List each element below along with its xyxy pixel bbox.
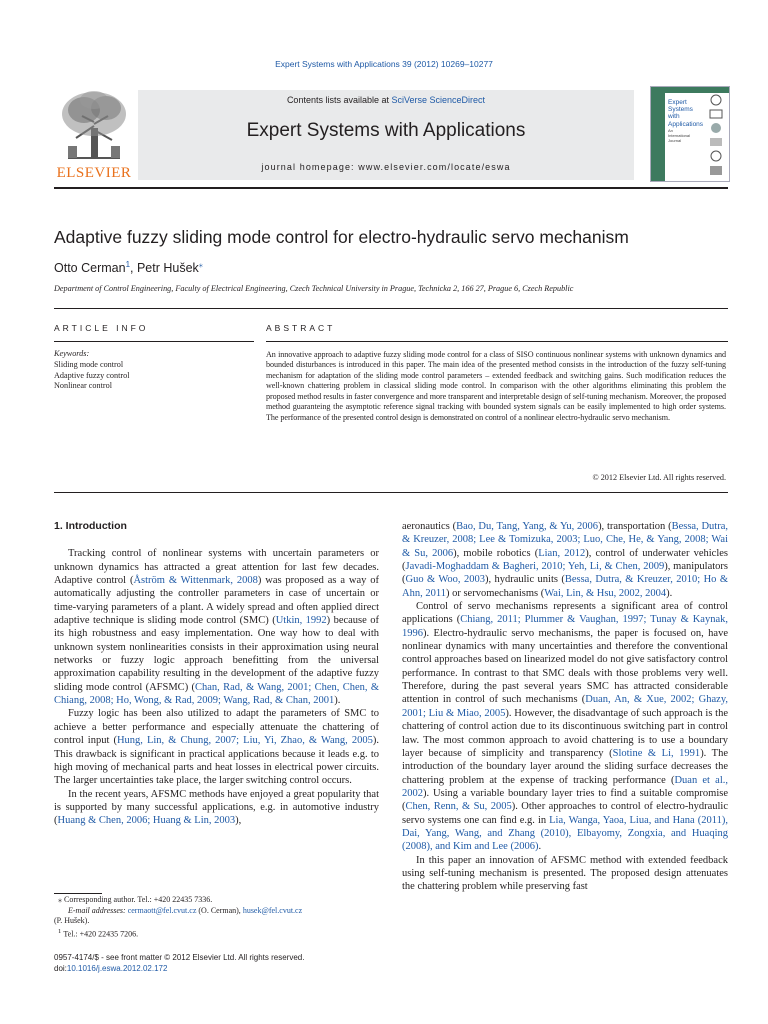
journal-banner <box>138 90 634 180</box>
text-run: ). Other approaches to control of electro-hydraulic servo systems one can find e.g. in <box>402 801 728 826</box>
cover-title <box>668 99 703 143</box>
copyright: © 2012 Elsevier Ltd. All rights reserved. <box>592 473 726 482</box>
paragraph <box>402 520 728 600</box>
footnote-emails-cont <box>54 916 379 927</box>
journal-homepage[interactable]: journal homepage: www.elsevier.com/locate/eswa <box>261 162 511 172</box>
cover-title-line: Systems <box>668 106 693 114</box>
keyword: Sliding mode control <box>54 360 124 369</box>
header-rule <box>54 187 728 189</box>
sciencedirect-link[interactable]: SciVerse ScienceDirect <box>391 95 486 105</box>
text-run: ) or servomechanisms ( <box>445 587 545 599</box>
text-run: ), transportation ( <box>598 521 672 532</box>
footnote-emails <box>54 906 379 917</box>
cover-title-line: Expert <box>668 99 687 106</box>
journal-reference[interactable]: Expert Systems with Applications 39 (2012) 10269–10277 <box>275 59 493 69</box>
abstract-bottom-rule <box>54 492 728 493</box>
email-owner: (P. Hušek). <box>54 916 90 925</box>
section-heading: 1. Introduction <box>54 520 127 532</box>
citation-link[interactable]: Chan, Rad, & Wang, 2001; Chen, Chen, & Chiang, 2008; Ho, Wong, & Rad, 2009; Wang, Rad, & Chan, 2001 <box>54 681 379 707</box>
citation-link[interactable]: Huang & Chen, 2006; Huang & Lin, 2003 <box>57 815 236 827</box>
doi-line <box>54 964 454 975</box>
citation-link[interactable]: Lia, Wanga, Yaoa, Liua, and Hana (2011), Dai, Yang, Wang, and Zhang (2010), Elbayomy, Zongxia, and Huaqing (2008), and Kim and Lee (2006) <box>402 814 728 853</box>
citation-link[interactable]: Utkin, 1992 <box>275 615 327 627</box>
text-run: In this paper an innovation of AFSMC method with extended feedback using self-tuning mechanism is presented. The proposed design attenuates the chattering problem while preserving fast <box>402 854 728 893</box>
text-run: ), mobile robotics ( <box>453 547 539 559</box>
text-run: aeronautics ( <box>402 521 457 532</box>
keyword: Adaptive fuzzy control <box>54 370 130 380</box>
journal-cover-thumbnail <box>650 86 730 182</box>
paragraph <box>54 547 379 707</box>
contents-prefix: Contents lists available at <box>286 95 392 105</box>
text-run: In the recent years, AFSMC methods have enjoyed a great popularity that is supported by many successful applications, e.g. in automotive industry ( <box>54 788 379 827</box>
paragraph <box>54 707 379 787</box>
citation-link[interactable]: Duan, An, & Xue, 2002; Ghazy, 2001; Liu & Miao, 2005 <box>402 694 729 719</box>
paragraph <box>54 788 379 828</box>
keywords-label: Keywords: <box>54 349 90 358</box>
citation-link[interactable]: Bessa, Dutra, & Kreuzer, 2008; Lee & Tomizuka, 2003; Luo, Che, He, & Yang, 2008; Wai & Su, 2006 <box>402 521 728 559</box>
article-info-heading: ARTICLE INFO <box>54 323 149 333</box>
text-run: ), control of underwater vehicles ( <box>402 547 729 573</box>
text-run: ). The introduction of the boundary layer around the sliding surface decreases the chattering problem at the expense of tracking performance ( <box>402 747 729 786</box>
tree-icon <box>54 86 134 166</box>
citation-link[interactable]: Chiang, 2011; Plummer & Vaughan, 1997; Tunay & Kaynak, 1996 <box>402 614 729 639</box>
text-run: ), hydraulic units ( <box>484 574 565 586</box>
footnote-text: Corresponding author. Tel.: +420 22435 7336. <box>64 895 213 904</box>
article-title: Adaptive fuzzy sliding mode control for electro-hydraulic servo mechanism <box>54 227 629 247</box>
doi-prefix: doi: <box>54 963 67 973</box>
abstract-heading: ABSTRACT <box>266 323 336 333</box>
cover-title-line: Applications <box>668 120 704 128</box>
author-list <box>54 260 203 275</box>
paragraph <box>402 854 728 894</box>
left-column <box>54 520 379 828</box>
author-separator: , <box>130 261 137 276</box>
citation-link[interactable]: Duan et al., 2002 <box>402 774 728 799</box>
text-run: ). However, the disadvantage of such approach is the chattering of control action due to its discontinuous switching part in control law. The most common approach to avoid chattering is to use a boundary layer because of simplicity and transparency ( <box>402 707 728 759</box>
email-label: E-mail addresses: <box>68 905 126 915</box>
footnote-text: Tel.: +420 22435 7206. <box>63 929 139 939</box>
abstract-text: An innovative approach to adaptive fuzzy sliding mode control for a class of SISO continuous nonlinear systems with unknown dynamics and bounded disturbances is introduced in this paper. The main idea of the presented method consists in the introduction of the fuzzy self-tuning mechanism for adaptation of the sliding mode control parameters – extended feedback and switching gains. Such modification reduces the well-known chattering problem in classical sliding mode control. In comparison with the other algorithms eliminating this problem the proposed method results in faster convergence and more transparent and interpretable design of self-tuning mechanism. Moreover, the proposed method guaranteing the asymptotic reference signal tracking with bounded system signals can be easily implemented to high order systems. The performance of the presented control design is demonstrated on control of a nonlinear electro-hydraulic servo mechanism. <box>266 350 726 422</box>
text-run: Control of servo mechanisms represents a significant area of control applications ( <box>402 601 728 626</box>
author-name: Otto Cerman <box>54 261 126 276</box>
citation-link[interactable]: Chen, Renn, & Su, 2005 <box>405 801 512 813</box>
cover-title-line: with <box>668 113 680 121</box>
page-footer <box>54 953 454 974</box>
title-rule <box>54 308 728 309</box>
citation-link[interactable]: Hung, Lin, & Chung, 2007; Liu, Yi, Zhao, & Wang, 2005 <box>116 735 373 747</box>
cover-icons <box>705 93 727 179</box>
right-column <box>402 520 728 894</box>
elsevier-wordmark: ELSEVIER <box>56 165 132 181</box>
citation-link[interactable]: Slotine & Li, 1991 <box>612 747 701 759</box>
issn-line: 0957-4174/$ - see front matter © 2012 Elsevier Ltd. All rights reserved. <box>54 953 305 962</box>
citation-link[interactable]: Bao, Du, Tang, Yang, & Yu, 2006 <box>456 521 599 532</box>
footnote-mark[interactable]: 1 <box>125 260 131 269</box>
text-run: ) was proposed as a way of automatically adjusting the controller parameters in case of uncertain or time-varying parameters of a plant. A widely spread and often applied direct adaptive technique is sliding mode control (SMC) ( <box>54 575 379 627</box>
text-run: ) because of its high robustness and easy implementation. One way how to deal with unknown system nonlinearities consists in their approximation using neural networks or fuzzy logic approach benefitting from the universal approximation capability resulting in the development of the adaptive fuzzy sliding mode control (AFSMC) ( <box>54 615 379 693</box>
citation-link[interactable]: Bessa, Dutra, & Kreuzer, 2010; Ho & Ahn, 2011 <box>402 574 728 599</box>
article-info-rule <box>54 341 254 342</box>
email-link[interactable]: cermaott@fel.cvut.cz <box>127 905 197 915</box>
email-owner: (O. Cerman), <box>198 905 241 915</box>
affiliation: Department of Control Engineering, Faculty of Electrical Engineering, Czech Technical University in Prague, Technicka 2, 166 27, Prague 6, Czech Republic <box>54 284 574 293</box>
author-name: Petr Hušek <box>136 261 199 276</box>
footnote-number: 1 <box>58 927 62 935</box>
footnote-rule <box>54 893 102 894</box>
footnote-tel <box>54 927 379 940</box>
citation-link[interactable]: Lian, 2012 <box>538 547 586 559</box>
doi-link[interactable]: 10.1016/j.eswa.2012.02.172 <box>66 963 168 973</box>
cover-side-band <box>651 93 665 181</box>
text-run: . <box>538 841 542 853</box>
text-run: ). <box>334 695 341 707</box>
citation-link[interactable]: Åström & Wittenmark, 2008 <box>133 575 258 587</box>
keyword: Nonlinear control <box>54 381 112 390</box>
abstract-rule <box>266 341 728 342</box>
journal-title: Expert Systems with Applications <box>246 120 526 141</box>
citation-link[interactable]: Wai, Lin, & Hsu, 2002, 2004 <box>544 587 667 599</box>
text-run: ). This drawback is significant in practical applications because it leads e.g. to high moving of mechanical parts and heat losses in electrical power circuits. The larger uncertainties take place, the larger switching control occurs. <box>54 735 379 787</box>
text-run: ). Electro-hydraulic servo mechanisms, the paper is focused on, have nonlinear dynamics with many uncertainties and therefore the conventional control approaches based on linearized model do not give satisfactory control performance. In contrast to that SMC deals with those problems very well. Therefore, during the past several years SMC has attracted considerable attention in control of such mechanisms ( <box>402 627 728 706</box>
footnote-star: ⁎ <box>58 895 62 904</box>
elsevier-logo <box>54 86 134 182</box>
text-run: ). Using a variable boundary layer tries to find a suitable compromise ( <box>402 787 728 813</box>
corresponding-author-mark[interactable]: ⁎ <box>198 260 203 269</box>
text-run: Tracking control of nonlinear systems with uncertain parameters or unknown dynamics has attracted a great attention for last few decades. Adaptive control ( <box>54 548 379 587</box>
citation-link[interactable]: Javadi-Moghaddam & Bagheri, 2010; Yeh, Li, & Chen, 2009 <box>405 561 665 573</box>
keywords-list <box>54 360 129 392</box>
heading-spacer <box>54 533 379 547</box>
cover-subtitle: An International Journal <box>668 127 691 143</box>
text-run: Fuzzy logic has been also utilized to adapt the parameters of SMC to achieve a better performance and especially attenuate the chattering of control input ( <box>54 708 379 747</box>
citation-link[interactable]: Guo & Woo, 2003 <box>405 574 485 586</box>
paragraph <box>402 600 728 854</box>
footnote-corresponding <box>54 895 379 906</box>
email-link[interactable]: husek@fel.cvut.cz <box>242 905 303 915</box>
text-run: ), <box>235 815 242 827</box>
text-run: ), manipulators ( <box>402 561 728 586</box>
contents-line <box>138 95 634 105</box>
footnotes <box>54 895 379 940</box>
text-run: ). <box>666 587 673 599</box>
